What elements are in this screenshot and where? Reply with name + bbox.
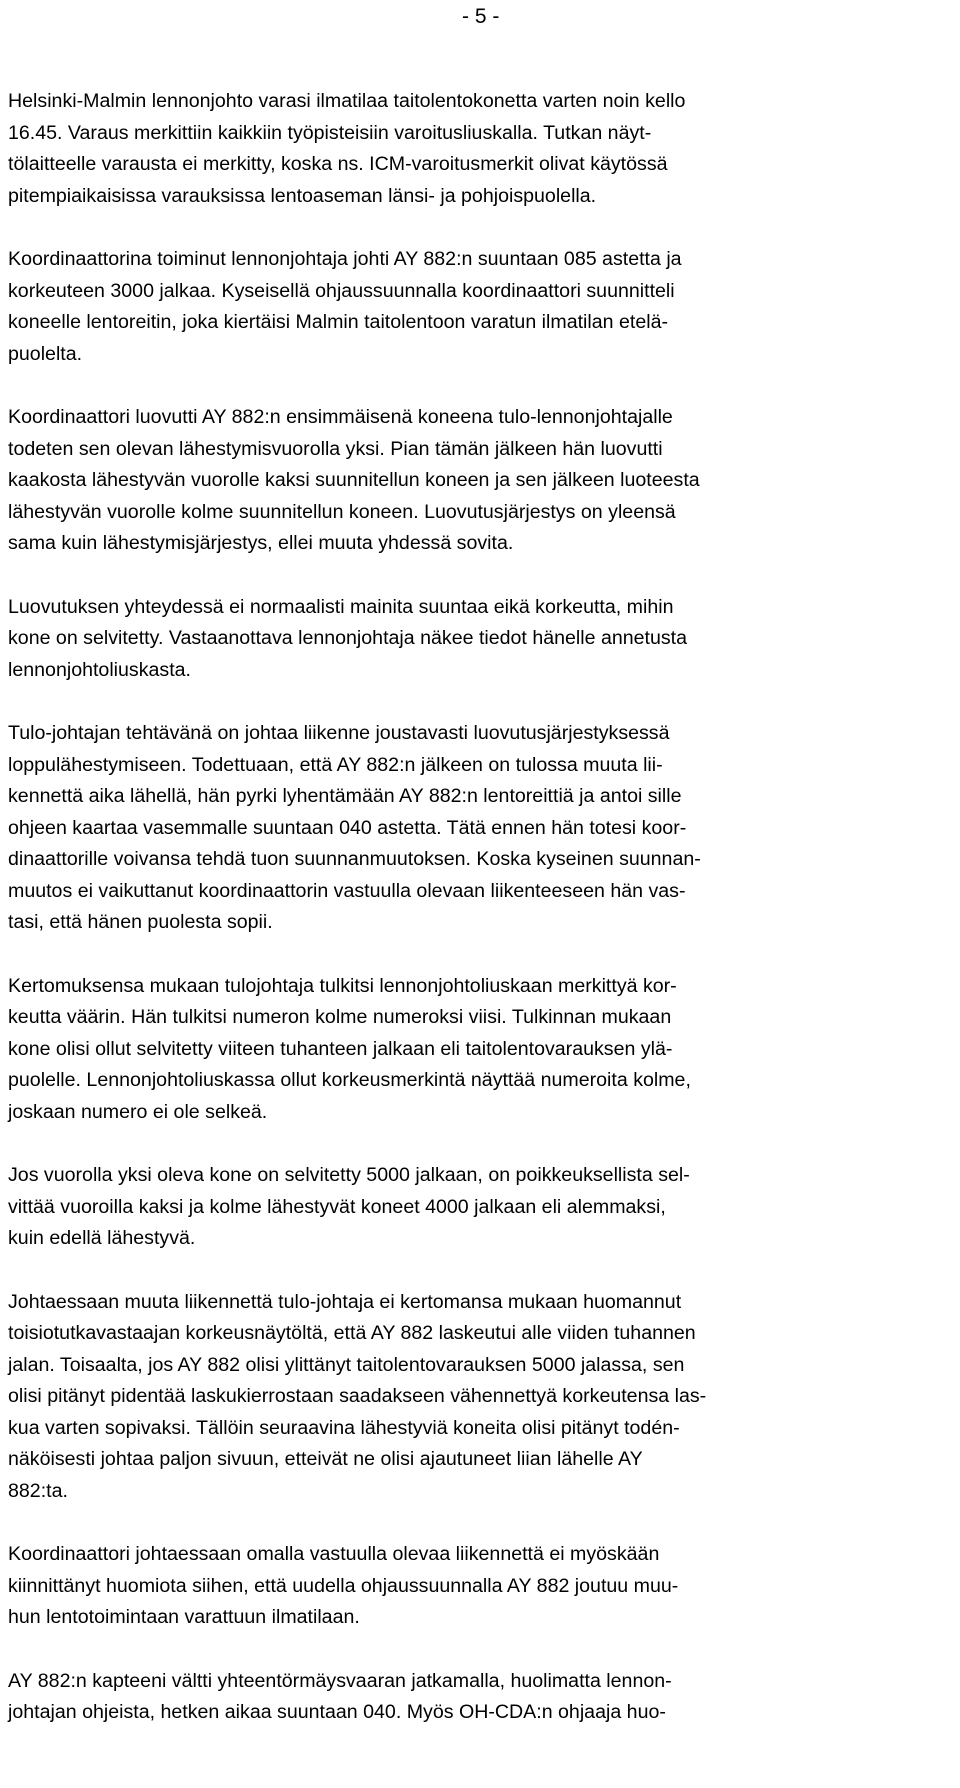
text-line: vittää vuoroilla kaksi ja kolme lähestyvät koneet 4000 jalkaan eli alemmaksi, (8, 1195, 666, 1218)
text-line: joskaan numero ei ole selkeä. (8, 1100, 268, 1123)
text-line: johtajan ohjeista, hetken aikaa suuntaan 040. Myös OH-CDA:n ohjaaja huo- (8, 1701, 666, 1723)
paragraph (8, 86, 928, 212)
text-line: Koordinaattorina toiminut lennonjohtaja johti AY 882:n suuntaan 085 astetta ja (8, 248, 682, 270)
text-line: dinaattorille voivansa tehdä tuon suunnanmuutoksen. Koska kyseinen suunnan- (8, 848, 701, 870)
text-line: todeten sen olevan lähestymisvuorolla yksi. Pian tämän jälkeen hän luovutti (8, 437, 663, 460)
body-text (8, 86, 928, 1761)
text-line: tasi, että hänen puolesta sopii. (8, 911, 273, 933)
text-line: Koordinaattori johtaessaan omalla vastuulla olevaa liikennettä ei myöskään (8, 1543, 660, 1565)
text-line: 16.45. Varaus merkittiin kaikkiin työpisteisiin varoitusliuskalla. Tutkan näyt- (8, 121, 652, 144)
paragraph (8, 1539, 928, 1634)
text-line: puolelta. (8, 342, 83, 365)
text-line: olisi pitänyt pidentää laskukierrostaan saadakseen vähennettyä korkeutensa las- (8, 1385, 707, 1407)
paragraph (8, 1287, 928, 1508)
text-line: kua varten sopivaksi. Tällöin seuraavina lähestyviä koneita olisi pitänyt todén- (8, 1416, 680, 1439)
text-line: Helsinki-Malmin lennonjohto varasi ilmatilaa taitolentokonetta varten noin kello (8, 90, 686, 112)
paragraph (8, 592, 928, 687)
text-line: kaakosta lähestyvän vuorolle kaksi suunnitellun koneen ja sen jälkeen luoteesta (8, 469, 700, 491)
text-line: loppulähestymiseen. Todettuaan, että AY 882:n jälkeen on tulossa muuta lii- (8, 753, 663, 776)
text-line: puolelle. Lennonjohtoliuskassa ollut korkeusmerkintä näyttää numeroita kolme, (8, 1069, 691, 1091)
paragraph (8, 1160, 928, 1255)
text-line: kone olisi ollut selvitetty viiteen tuhanteen jalkaan eli taitolentovarauksen ylä- (8, 1037, 673, 1060)
text-line: 882:ta. (8, 1479, 68, 1502)
text-line: kone on selvitetty. Vastaanottava lennonjohtaja näkee tiedot hänelle annetusta (8, 627, 688, 649)
text-line: muutos ei vaikuttanut koordinaattorin vastuulla olevaan liikenteeseen hän vas- (8, 879, 686, 902)
paragraph (8, 971, 928, 1129)
text-line: Luovutuksen yhteydessä ei normaalisti mainita suuntaa eikä korkeutta, mihin (8, 595, 674, 618)
text-line: Kertomuksensa mukaan tulojohtaja tulkitsi lennonjohtoliuskaan merkittyä kor- (8, 974, 677, 997)
text-line: Tulo-johtajan tehtävänä on johtaa liikenne joustavasti luovutusjärjestyksessä (8, 722, 670, 744)
text-line: kuin edellä lähestyvä. (8, 1227, 196, 1249)
text-line: Jos vuorolla yksi oleva kone on selvitetty 5000 jalkaan, on poikkeuksellista sel- (8, 1164, 690, 1186)
text-line: ohjeen kaartaa vasemmalle suuntaan 040 astetta. Tätä ennen hän totesi koor- (8, 816, 687, 839)
text-line: lennonjohtoliuskasta. (8, 658, 192, 681)
page-number: - 5 - (462, 5, 500, 28)
text-line: lähestyvän vuorolle kolme suunnitellun koneen. Luovutusjärjestys on yleensä (8, 500, 676, 523)
text-line: hun lentotoimintaan varattuun ilmatilaan. (8, 1606, 360, 1628)
text-line: koneelle lentoreitin, joka kiertäisi Malmin taitolentoon varatun ilmatilan etelä- (8, 311, 668, 333)
text-line: keutta väärin. Hän tulkitsi numeron kolme numeroksi viisi. Tulkinnan mukaan (8, 1006, 672, 1028)
text-line: kennettä aika lähellä, hän pyrki lyhentämään AY 882:n lentoreittiä ja antoi sille (8, 785, 682, 807)
paragraph (8, 1666, 928, 1729)
text-line: jalan. Toisaalta, jos AY 882 olisi ylittänyt taitolentovarauksen 5000 jalassa, sen (8, 1353, 685, 1376)
text-line: sama kuin lähestymisjärjestys, ellei muuta yhdessä sovita. (8, 532, 514, 554)
text-line: kiinnittänyt huomiota siihen, että uudella ohjaussuunnalla AY 882 joutuu muu- (8, 1574, 679, 1597)
text-line: toisiotutkavastaajan korkeusnäytöltä, että AY 882 laskeutui alle viiden tuhannen (8, 1322, 696, 1344)
text-line: pitempiaikaisissa varauksissa lentoaseman länsi- ja pohjoispuolella. (8, 184, 597, 207)
paragraph (8, 718, 928, 939)
text-line: korkeuteen 3000 jalkaa. Kyseisellä ohjaussuunnalla koordinaattori suunnitteli (8, 279, 675, 302)
paragraph (8, 402, 928, 560)
text-line: AY 882:n kapteeni vältti yhteentörmäysvaaran jatkamalla, huolimatta lennon- (8, 1669, 672, 1692)
text-line: tölaitteelle varausta ei merkitty, koska ns. ICM-varoitusmerkit olivat käytössä (8, 153, 668, 175)
text-line: näköisesti johtaa paljon sivuun, etteivät ne olisi ajautuneet liian lähelle AY (8, 1448, 643, 1470)
text-line: Johtaessaan muuta liikennettä tulo-johtaja ei kertomansa mukaan huomannut (8, 1290, 682, 1313)
paragraph (8, 244, 928, 370)
text-line: Koordinaattori luovutti AY 882:n ensimmäisenä koneena tulo-lennonjohtajalle (8, 406, 673, 428)
